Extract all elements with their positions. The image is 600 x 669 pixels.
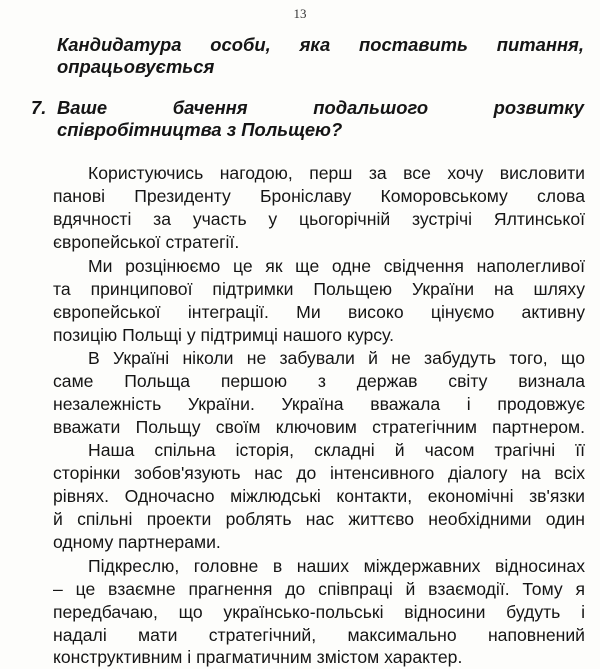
question-line: Ваше бачення подальшого розвитку: [57, 97, 584, 118]
paragraph-line: європейської інтеграції. Ми високо цінуємо активну: [53, 302, 585, 322]
question-number: 7.: [31, 97, 47, 118]
paragraph-line: європейської стратегії.: [53, 232, 240, 252]
paragraph-line: саме Польща першою з держав світу визнала: [53, 371, 585, 391]
paragraph-line: позицію Польщі у підтримці нашого курсу.: [53, 325, 394, 345]
page-number: 13: [293, 6, 307, 21]
paragraph-line: одному партнерами.: [53, 532, 221, 552]
paragraph-line: конструктивним і прагматичним змістом характер.: [53, 647, 463, 667]
candidature-heading-line: Кандидатура особи, яка поставить питання,: [57, 34, 584, 55]
paragraph-line: вдячності за участь у цьогорічній зустрічі Ялтинської: [53, 209, 585, 229]
paragraph-line: Ми розцінюємо це як ще одне свідчення наполегливої: [88, 256, 585, 276]
paragraph-line: надалі мати стратегічний, максимально наповнений: [53, 625, 585, 645]
paragraph-line: Підкреслю, головне в наших міждержавних відносинах: [88, 556, 585, 576]
paragraph-line: передбачаю, що українсько-польські відносини будуть і: [53, 602, 585, 622]
paragraph-line: В Україні ніколи не забували й не забудуть того, що: [88, 348, 585, 368]
paragraph-line: панові Президенту Броніславу Коморовському слова: [53, 186, 585, 206]
paragraph-line: й спільні проекти роблять нас життєво необхідними один: [53, 509, 585, 529]
paragraph-line: Користуючись нагодою, перш за все хочу висловити: [88, 163, 585, 183]
paragraph-line: Наша спільна історія, складні й часом трагічні її: [88, 440, 585, 460]
paragraph-line: та принципової підтримки Польщею України на шляху: [53, 279, 585, 299]
paragraph-line: рівнях. Одночасно міжлюдські контакти, економічні зв'язки: [53, 486, 585, 506]
paragraph-line: незалежність України. Україна вважала і продовжує: [53, 394, 585, 414]
paragraph-line: сторінки зобов'язують нас до інтенсивного діалогу на всіх: [53, 463, 585, 483]
question-line: співробітництва з Польщею?: [57, 119, 343, 140]
candidature-heading-line: опрацьовується: [57, 56, 215, 77]
paragraph-line: – це взаємне прагнення до співпраці й взаємодії. Тому я: [53, 579, 585, 599]
paragraph-line: вважати Польщу своїм ключовим стратегічним партнером.: [53, 417, 585, 437]
